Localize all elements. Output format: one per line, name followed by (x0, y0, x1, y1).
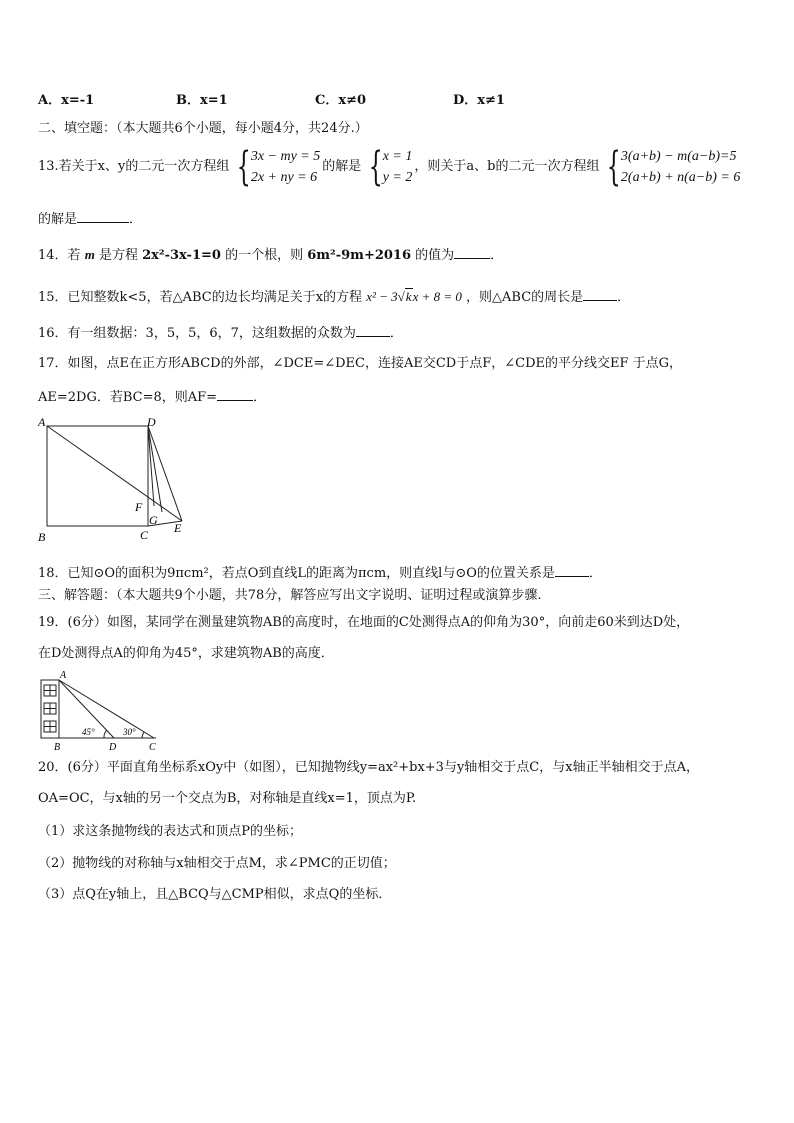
q13-sys2-row2: y = 2 (382, 170, 413, 185)
label-a: A (38, 415, 46, 429)
answer-blank (356, 322, 390, 337)
label-d: D (147, 415, 156, 429)
q13-sys1-row1: 3x − my = 5 (250, 149, 321, 164)
segment-de (148, 426, 182, 521)
q19-line2: 在D处测得点A的仰角为45°，求建筑物AB的高度． (38, 646, 334, 661)
label-f: F (135, 500, 143, 514)
q20-part1: （1）求这条抛物线的表达式和顶点P的坐标； (38, 824, 303, 839)
answer-blank (454, 244, 490, 259)
label-b: B (38, 530, 46, 544)
option-b: B．x=1 (176, 93, 228, 108)
q13-mid: 的解是 (322, 159, 362, 174)
segment-ae (47, 426, 182, 521)
q17-square-figure (36, 414, 196, 546)
q15-eq-a: x² − 3 (366, 289, 398, 304)
q15-tail: ，则△ABC的周长是 (466, 290, 584, 305)
q15-end: ． (617, 290, 631, 305)
q15-eq-sqrt: k (405, 289, 412, 304)
q20-line2: OA=OC，与x轴的另一个交点为B，对称轴是直线x=1，顶点为P. (38, 791, 417, 806)
question-16 (38, 322, 403, 343)
label-c: C (140, 528, 149, 542)
q14-prefix: 14．若 (38, 248, 81, 263)
q14-equation: 2x²-3x-1=0 (142, 248, 221, 263)
q13-tail: 的解是 (38, 212, 78, 227)
q13-system-3: { 3(a+b) − m(a−b)=5 2(a+b) + n(a−b) = 6 (607, 144, 741, 190)
q13-sys1-row2: 2x + ny = 6 (250, 170, 318, 185)
angle-arc-30 (142, 732, 144, 738)
q17-line1: 17．如图，点E在正方形ABCD的外部，∠DCE=∠DEC，连接AE交CD于点F，∠CDE的平分线交EF 于点G， (38, 356, 683, 371)
q15-prefix: 15．已知整数k<5，若△ABC的边长均满足关于x的方程 (38, 290, 363, 305)
segment-ac (59, 680, 154, 738)
q13-mid2: ，则关于a、b的二元一次方程组 (414, 159, 600, 174)
question-15 (38, 286, 630, 307)
section3-heading: 三、解答题：（本大题共9个小题，共78分，解答应写出文字说明、证明过程或演算步骤. (38, 588, 542, 603)
question-14 (38, 244, 503, 265)
label-g: G (149, 513, 158, 527)
q13-answer-line (38, 208, 142, 229)
q13-sys3-row2: 2(a+b) + n(a−b) = 6 (620, 170, 741, 185)
answer-blank (217, 386, 253, 401)
q20-part2: （2）抛物线的对称轴与x轴相交于点M，求∠PMC的正切值； (38, 856, 396, 871)
section2-heading: 二、填空题：（本大题共6个小题，每小题4分，共24分.） (38, 121, 368, 136)
q14-mid: 是方程 (98, 248, 138, 263)
q16-text: 16．有一组数据：3，5，5，6，7，这组数据的众数为 (38, 326, 356, 341)
q19-building-figure (36, 670, 166, 754)
label-d: D (109, 742, 117, 753)
q17-end: ． (253, 390, 267, 405)
q14-end: ． (490, 248, 504, 263)
label-a: A (60, 670, 67, 681)
option-c: C．x≠0 (315, 93, 367, 108)
q14-m: m (84, 247, 95, 262)
q20-part3: （3）点Q在y轴上，且△BCQ与△CMP相似，求点Q的坐标． (38, 887, 392, 902)
q14-expression: 6m²-9m+2016 (307, 248, 412, 263)
q15-eq-b: x + 8 = 0 (412, 289, 462, 304)
answer-blank (555, 562, 589, 577)
label-c: C (149, 742, 156, 753)
q13-system-1: { 3x − my = 5 2x + ny = 6 (237, 144, 321, 190)
q18-end: ． (588, 566, 602, 581)
q20-line1: 20．(6分）平面直角坐标系xOy中（如图），已知抛物线y=ax²+bx+3与y轴相交于点C，与x轴正半轴相交于点A， (38, 760, 699, 775)
q13-sys3-row1: 3(a+b) − m(a−b)=5 (620, 149, 737, 164)
q13-sys2-row1: x = 1 (382, 149, 413, 164)
label-angle-30: 30° (123, 727, 136, 737)
q14-mid2: 的一个根，则 (225, 248, 304, 263)
q17-line2-text: AE=2DG．若BC=8，则AF= (38, 390, 218, 405)
label-angle-45: 45° (82, 727, 95, 737)
q14-tail: 的值为 (415, 248, 455, 263)
label-e: E (174, 521, 182, 535)
square-abcd (47, 426, 148, 526)
q13-end: ． (129, 212, 143, 227)
question-18 (38, 562, 602, 583)
answer-blank (583, 286, 617, 301)
q13-system-2: { x = 1 y = 2 (368, 144, 413, 190)
label-b: B (54, 742, 61, 753)
q18-text: 18．已知⊙O的面积为9πcm²，若点O到直线L的距离为πcm，则直线l与⊙O的位置关系是 (38, 566, 555, 581)
option-a: A．x=-1 (38, 93, 95, 108)
option-d: D．x≠1 (453, 93, 505, 108)
q16-end: ． (389, 326, 403, 341)
q13-prefix: 13.若关于x、y的二元一次方程组 (38, 159, 230, 174)
angle-arc-45 (104, 730, 107, 738)
q17-line2 (38, 386, 266, 407)
segment-df (148, 426, 154, 506)
question-13 (38, 146, 742, 188)
q19-line1: 19．(6分）如图，某同学在测量建筑物AB的高度时，在地面的C处测得点A的仰角为30°，向前走60米到达D处， (38, 615, 690, 630)
sqrt-symbol: √ (397, 289, 405, 304)
answer-blank (77, 208, 129, 223)
